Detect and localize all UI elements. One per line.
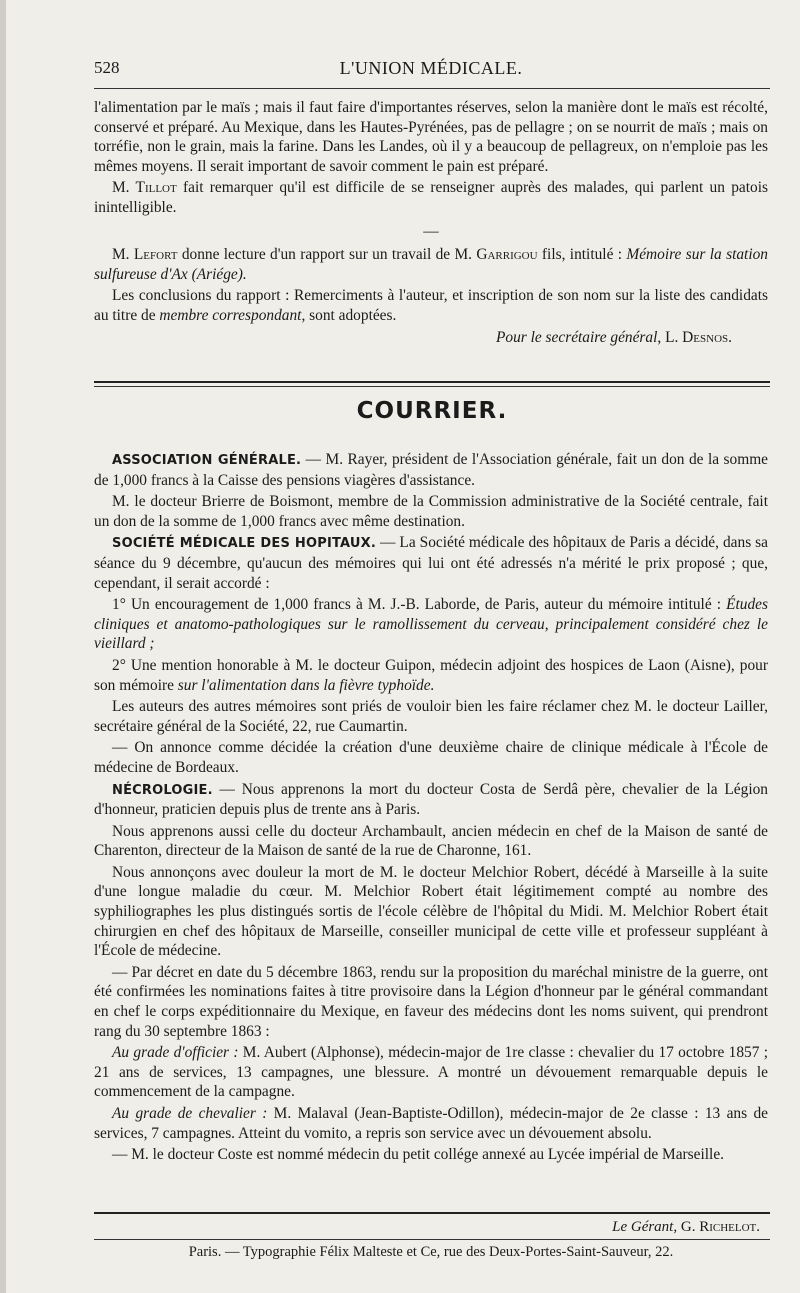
top-section	[94, 98, 768, 349]
decret-paragraph: — Par décret en date du 5 décembre 1863, rendu sur la proposition du maréchal ministre de la guerre, ont été confirmées les nominations faites à titre provisoire dans la Légion d'honneur par le général commandant en chef le corps expéditionnaire du Mexique, en faveur des médecins dont les noms suivent, qui prendront rang du 30 septembre 1863 :	[94, 963, 768, 1040]
robert-paragraph: Nous annonçons avec douleur la mort de M. le docteur Melchior Robert, décédé à Marseille à la suite d'une longue maladie du cœur. M. Melchior Robert était légitimement compté au nombre des syphiliographes les plus distingués sortis de l'école célèbre de l'hôpital du Midi. M. Melchior Robert était chirurgien en chef des hôpitaux de Marseille, conseiller municipal de cette ville et professeur suppléant à l'École de médecine.	[94, 863, 768, 960]
lefort-paragraph	[94, 245, 768, 284]
lefort-name: Lefort	[133, 246, 178, 264]
running-title: L'UNION MÉDICALE.	[339, 58, 523, 78]
footer-rule-1	[94, 1212, 770, 1214]
lefort-text-2: fils, intitulé :	[537, 246, 627, 264]
header-rule	[94, 88, 770, 89]
association-heading: ASSOCIATION GÉNÉRALE.	[112, 453, 302, 468]
section-rule-2	[94, 386, 770, 387]
laborde-title: Études cliniques et anatomo-pathologiques sur le ramollissement du cerveau, principalement considéré chez le vieillard ;	[94, 596, 768, 653]
footer-rule-2	[94, 1239, 770, 1240]
necrologie-heading: NÉCROLOGIE.	[112, 782, 213, 798]
pellagre-paragraph: l'alimentation par le maïs ; mais il faut faire d'importantes réserves, selon la manière dont le maïs est récolté, conservé et préparé. Au Mexique, dans les Hautes-Pyrénées, pas de pellagre ; on se nourrit de maïs ; mais on torréfie, non le grain, mais la farine. Dans les Landes, où il y a beaucoup de pellagreux, on n'emploie pas les mêmes moyens. Il serait important de savoir comment le pain est préparé.	[94, 99, 768, 175]
gerant-name: G. Richelot.	[677, 1219, 760, 1235]
separator-dash: —	[423, 222, 439, 240]
auteurs-paragraph: Les auteurs des autres mémoires sont priés de vouloir bien les faire réclamer chez M. le docteur Lailler, secrétaire général de la Société, 22, rue Caumartin.	[94, 698, 768, 735]
officier-text: M. Aubert (Alphonse), médecin-major de 1re classe : chevalier du 17 octobre 1857 ; 21 ans de services, 13 campagnes, une blessure. A montré un dévouement remarquable depuis le commencement de la campagne.	[94, 1044, 768, 1101]
gerant-label: Le Gérant,	[612, 1219, 678, 1235]
chevalier-text: M. Malaval (Jean-Baptiste-Odillon), médecin-major de 2e classe : 13 ans de services, 7 campagnes. Atteint du vomito, a repris son service avec un dévouement absolu.	[94, 1105, 768, 1142]
chaire-paragraph: — On annonce comme décidée la création d'une deuxième chaire de clinique médicale à l'École de médecine de Bordeaux.	[94, 739, 768, 776]
coste-paragraph: — M. le docteur Coste est nommé médecin du petit collége annexé au Lycée impérial de Marseille.	[112, 1146, 724, 1164]
guipon-item	[94, 656, 768, 695]
officier-paragraph	[94, 1043, 768, 1102]
lefort-text: donne lecture d'un rapport sur un travail de M.	[177, 246, 477, 264]
laborde-item	[94, 595, 768, 654]
necrologie-text: — Nous apprenons la mort du docteur Costa de Serdâ père, chevalier de la Légion d'honneur, praticien depuis plus de trente ans à Paris.	[94, 780, 768, 819]
signature-role: Pour le secrétaire général	[495, 328, 658, 346]
memoire-title: Mémoire sur la station sulfureuse d'Ax (Ariége).	[94, 246, 768, 283]
imprint-line: Paris. — Typographie Félix Malteste et Ce, rue des Deux-Portes-Saint-Sauveur, 22.	[188, 1244, 674, 1260]
signature	[94, 328, 732, 348]
tillot-text: fait remarquer qu'il est difficile de se renseigner auprès des malades, qui parlent un patois inintelligible.	[94, 179, 768, 216]
conclusions-end: , sont adoptées.	[301, 306, 397, 324]
courrier-section	[94, 450, 768, 1167]
conclusions-paragraph	[94, 286, 768, 325]
signature-name: , L. Desnos.	[657, 328, 732, 346]
necrologie-paragraph	[94, 780, 768, 820]
membre-correspondant: membre correspondant	[159, 306, 302, 324]
guipon-title: sur l'alimentation dans la fièvre typhoïde.	[177, 676, 435, 694]
guipon-text: 2° Une mention honorable à M. le docteur Guipon, médecin adjoint des hospices de Laon (Aisne), pour son mémoire	[94, 656, 768, 694]
officier-label: Au grade d'officier :	[112, 1044, 239, 1062]
laborde-text: 1° Un encouragement de 1,000 francs à M. J.-B. Laborde, de Paris, auteur du mémoire intitulé :	[112, 596, 727, 614]
lefort-prefix: M.	[112, 246, 134, 264]
chevalier-label: Au grade de chevalier :	[112, 1105, 268, 1122]
smh-text: — La Société médicale des hôpitaux de Paris a décidé, dans sa séance du 9 décembre, qu'aucun des mémoires qui lui ont été adressés n'a mérité le prix proposé ; que, cependant, il serait accordé :	[94, 534, 768, 592]
chevalier-paragraph	[94, 1104, 768, 1143]
smh-heading: SOCIÉTÉ MÉDICALE DES HOPITAUX.	[112, 536, 377, 552]
archambault-paragraph: Nous apprenons aussi celle du docteur Archambault, ancien médecin en chef de la Maison de santé de Charenton, directeur de la Maison de santé de la rue de Charonne, 161.	[94, 822, 768, 860]
tillot-name: M. Tillot	[112, 179, 177, 197]
garrigou-name: Garrigou	[476, 246, 538, 264]
page-number: 528	[94, 58, 120, 77]
association-paragraph	[94, 450, 768, 490]
courrier-title: COURRIER.	[356, 398, 508, 424]
brierre-paragraph: M. le docteur Brierre de Boismont, membre de la Commission administrative de la Société centrale, fait un don de la somme de 1,000 francs avec même destination.	[94, 493, 768, 530]
tillot-paragraph	[94, 178, 768, 217]
conclusions-text: Les conclusions du rapport : Remerciments à l'auteur, et inscription de son nom sur la liste des candidats au titre de	[94, 287, 768, 324]
section-rule-1	[94, 381, 770, 383]
gerant-line	[612, 1219, 760, 1236]
association-text: — M. Rayer, président de l'Association générale, fait un don de la somme de 1,000 francs à la Caisse des pensions viagères d'assistance.	[94, 451, 769, 489]
page-header	[94, 58, 768, 82]
smh-paragraph	[94, 533, 768, 593]
